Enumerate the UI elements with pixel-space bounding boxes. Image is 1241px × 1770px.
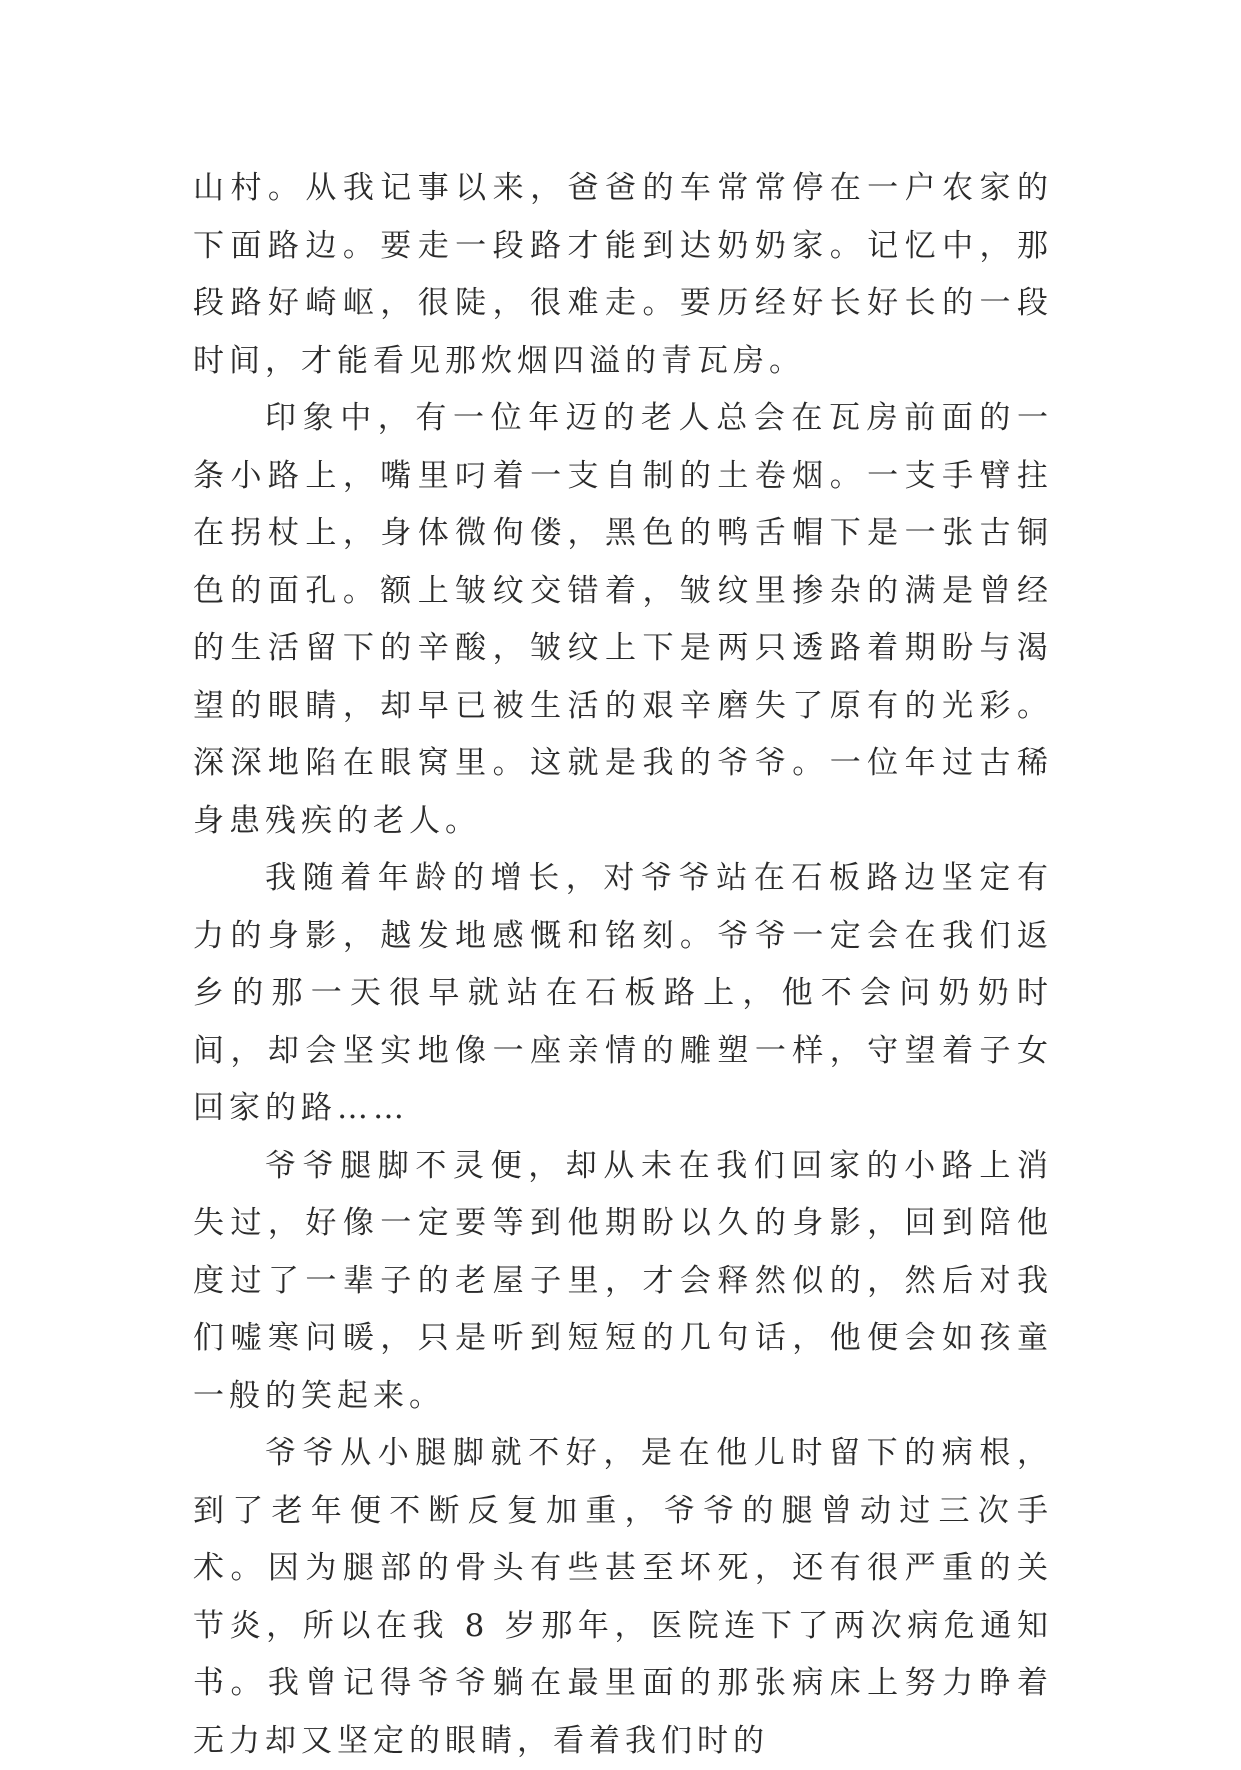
paragraph-5: 爷爷从小腿脚就不好，是在他儿时留下的病根，到了老年便不断反复加重，爷爷的腿曾动过三次手术。因为腿部的骨头有些甚至坏死，还有很严重的关节炎，所以在我 8 岁那年，医院连下了两次病危通知书。我曾记得爷爷躺在最里面的那张病床上努力睁着无力却又坚定的眼睛，看着我们时的 [193, 1435, 1053, 1759]
paragraph-1: 山村。从我记事以来，爸爸的车常常停在一户农家的下面路边。要走一段路才能到达奶奶家。记忆中，那段路好崎岖，很陡，很难走。要历经好长好长的一段时间，才能看见那炊烟四溢的青瓦房。 [193, 170, 1053, 379]
body-text [193, 160, 1053, 1770]
paragraph-2: 印象中，有一位年迈的老人总会在瓦房前面的一条小路上，嘴里叼着一支自制的土卷烟。一支手臂拄在拐杖上，身体微佝偻，黑色的鸭舌帽下是一张古铜色的面孔。额上皱纹交错着，皱纹里掺杂的满是曾经的生活留下的辛酸，皱纹上下是两只透路着期盼与渴望的眼睛，却早已被生活的艰辛磨失了原有的光彩。深深地陷在眼窝里。这就是我的爷爷。一位年过古稀身患残疾的老人。 [193, 400, 1053, 839]
paragraph-4: 爷爷腿脚不灵便，却从未在我们回家的小路上消失过，好像一定要等到他期盼以久的身影，回到陪他度过了一辈子的老屋子里，才会释然似的，然后对我们嘘寒问暖，只是听到短短的几句话，他便会如孩童一般的笑起来。 [193, 1147, 1053, 1414]
paragraph-3: 我随着年龄的增长，对爷爷站在石板路边坚定有力的身影，越发地感慨和铭刻。爷爷一定会在我们返乡的那一天很早就站在石板路上，他不会问奶奶时间，却会坚实地像一座亲情的雕塑一样，守望着子女回家的路…… [193, 860, 1053, 1126]
